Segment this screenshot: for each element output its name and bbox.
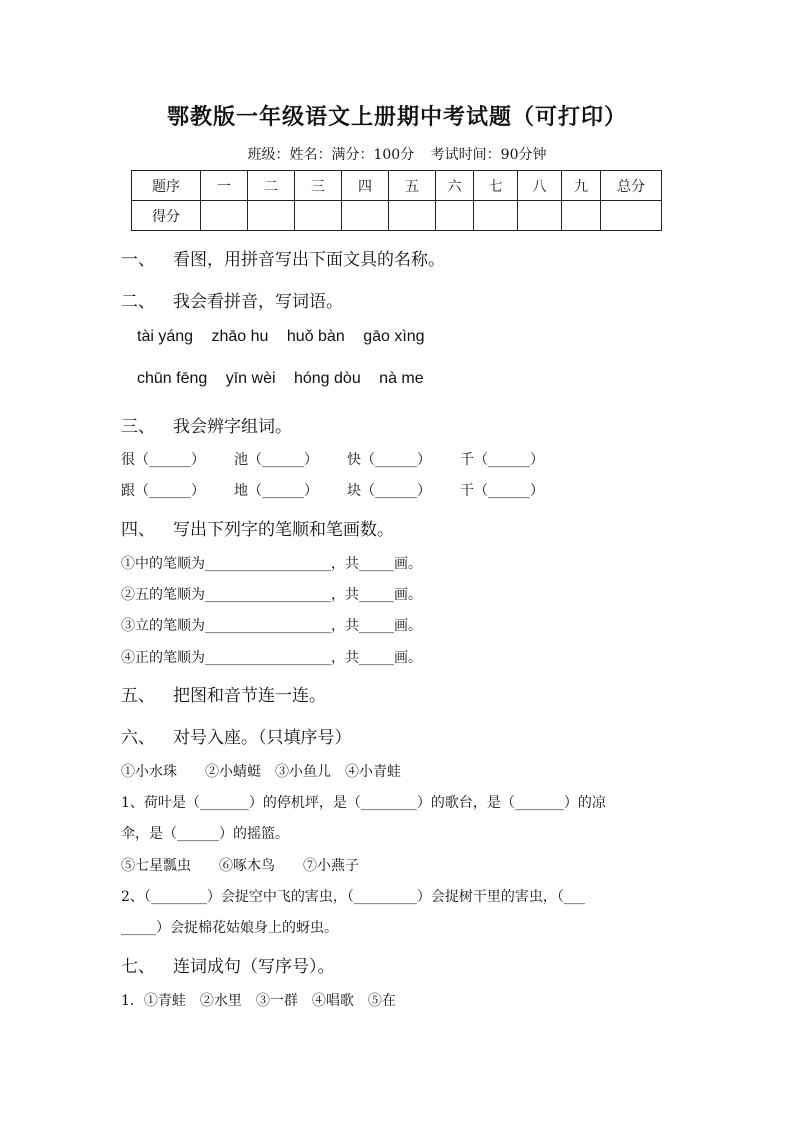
section-instruction: 我会辨字组词。 xyxy=(173,417,292,437)
score-header-cell: 总分 xyxy=(601,171,662,201)
section-instruction: 看图，用拼音写出下面文具的名称。 xyxy=(173,250,445,270)
score-input-cell[interactable] xyxy=(201,201,248,231)
pinyin-word: huǒ bàn xyxy=(286,328,345,345)
char-compare-row-1 xyxy=(121,449,573,469)
pinyin-word: chūn fēng xyxy=(137,370,208,387)
score-header-cell: 五 xyxy=(389,171,436,201)
char-fill-item[interactable]: 很（______） xyxy=(121,452,205,468)
section-number: 三、 xyxy=(121,417,155,437)
stroke-order-line[interactable]: ③立的笔顺为__________________，共_____画。 xyxy=(121,618,422,634)
section-number: 六、 xyxy=(121,728,155,748)
pinyin-word: nà me xyxy=(379,370,424,387)
option-list-2: ⑤七星瓢虫 ⑥啄木鸟 ⑦小燕子 xyxy=(121,858,359,874)
pinyin-word: gāo xìng xyxy=(363,328,425,345)
class-name-score-info: 班级：姓名：满分：100分 xyxy=(247,147,415,163)
stroke-order-line[interactable]: ①中的笔顺为__________________，共_____画。 xyxy=(121,556,422,572)
char-fill-item[interactable]: 池（______） xyxy=(234,452,318,468)
pinyin-word: zhāo hu xyxy=(211,328,269,345)
section-instruction: 连词成句（写序号）。 xyxy=(173,957,335,977)
score-table-score-row xyxy=(132,201,662,231)
char-fill-item[interactable]: 干（______） xyxy=(460,483,544,499)
section-number: 七、 xyxy=(121,957,155,977)
section-number: 四、 xyxy=(121,520,155,540)
char-fill-item[interactable]: 块（______） xyxy=(347,483,431,499)
score-input-cell[interactable] xyxy=(436,201,474,231)
score-header-cell: 九 xyxy=(562,171,601,201)
section-instruction: 对号入座。（只填序号） xyxy=(173,728,352,748)
section-3-heading xyxy=(121,412,292,437)
score-table xyxy=(131,170,662,231)
section-instruction: 写出下列字的笔顺和笔画数。 xyxy=(173,520,394,540)
pinyin-row-1 xyxy=(137,328,439,346)
exam-time-info: 考试时间：90分钟 xyxy=(430,147,547,163)
score-row-label: 得分 xyxy=(132,201,201,231)
score-header-cell: 二 xyxy=(248,171,295,201)
option-list-1: ①小水珠 ②小蜻蜓 ③小鱼儿 ④小青蛙 xyxy=(121,764,401,780)
section-instruction: 把图和音节连一连。 xyxy=(173,686,326,706)
score-header-cell: 三 xyxy=(295,171,342,201)
char-fill-item[interactable]: 地（______） xyxy=(234,483,318,499)
exam-info-line xyxy=(0,144,794,164)
stroke-order-line[interactable]: ④正的笔顺为__________________，共_____画。 xyxy=(121,650,422,666)
fill-question-1-line-1[interactable]: 1、荷叶是（_______）的停机坪，是（________）的歌台，是（_______）的凉 xyxy=(121,795,606,811)
score-input-cell[interactable] xyxy=(474,201,518,231)
section-number: 五、 xyxy=(121,686,155,706)
score-header-cell: 四 xyxy=(342,171,389,201)
score-header-cell: 题序 xyxy=(132,171,201,201)
section-1-heading xyxy=(121,245,445,270)
score-header-cell: 六 xyxy=(436,171,474,201)
pinyin-row-2 xyxy=(137,370,438,388)
pinyin-word: tài yáng xyxy=(137,328,194,345)
section-instruction: 我会看拼音，写词语。 xyxy=(173,292,343,312)
score-table-header-row xyxy=(132,171,662,201)
score-header-cell: 八 xyxy=(518,171,562,201)
section-number: 二、 xyxy=(121,292,155,312)
section-7-heading xyxy=(121,952,335,977)
score-input-cell[interactable] xyxy=(295,201,342,231)
pinyin-word: yīn wèi xyxy=(225,370,276,387)
score-header-cell: 一 xyxy=(201,171,248,201)
section-5-heading xyxy=(121,681,326,706)
section-4-heading xyxy=(121,515,394,540)
fill-question-1-line-2[interactable]: 伞，是（______）的摇篮。 xyxy=(121,826,289,842)
char-fill-item[interactable]: 跟（______） xyxy=(121,483,205,499)
score-input-cell[interactable] xyxy=(342,201,389,231)
fill-question-2-line-2[interactable]: _____）会捉棉花姑娘身上的蚜虫。 xyxy=(121,920,338,936)
page-title: 鄂教版一年级语文上册期中考试题（可打印） xyxy=(166,104,627,130)
char-fill-item[interactable]: 快（______） xyxy=(347,452,431,468)
score-header-cell: 七 xyxy=(474,171,518,201)
score-input-cell[interactable] xyxy=(389,201,436,231)
section-2-heading xyxy=(121,287,343,312)
section-number: 一、 xyxy=(121,250,155,270)
score-input-cell[interactable] xyxy=(601,201,662,231)
char-compare-row-2 xyxy=(121,480,573,500)
pinyin-word: hóng dòu xyxy=(293,370,361,387)
sentence-question-1: 1．①青蛙 ②水里 ③一群 ④唱歌 ⑤在 xyxy=(121,993,396,1009)
char-fill-item[interactable]: 千（______） xyxy=(460,452,544,468)
score-input-cell[interactable] xyxy=(248,201,295,231)
section-6-heading xyxy=(121,723,352,748)
stroke-order-line[interactable]: ②五的笔顺为__________________，共_____画。 xyxy=(121,587,422,603)
score-input-cell[interactable] xyxy=(518,201,562,231)
fill-question-2-line-1[interactable]: 2、（________）会捉空中飞的害虫，（_________）会捉树干里的害虫，（___ xyxy=(121,889,585,905)
score-input-cell[interactable] xyxy=(562,201,601,231)
